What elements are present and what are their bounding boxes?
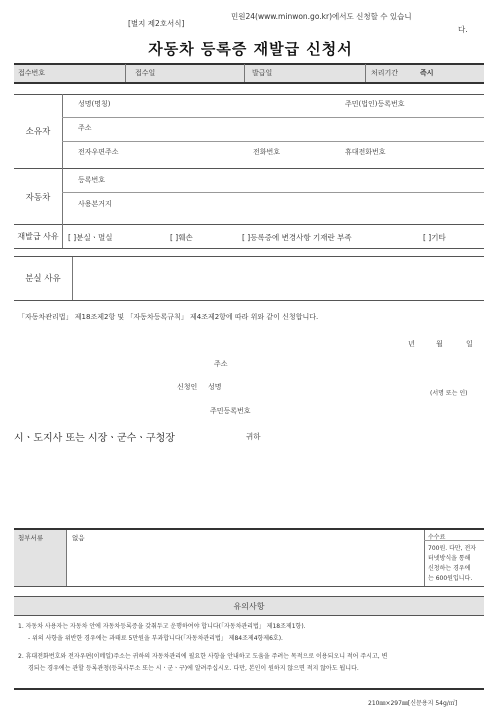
rule [14, 63, 484, 65]
fee-label: 수수료 [428, 534, 446, 541]
rule [424, 540, 484, 541]
divider [365, 64, 366, 82]
processing-period-label: 처리기간 [371, 69, 399, 77]
rule [14, 82, 484, 84]
divider [72, 256, 73, 300]
statement-text: 「자동차관리법」 제18조제2항 및 「자동차등록규칙」 제4조제2항에 따라 위와 같이 신청합니다. [18, 313, 319, 321]
rule [14, 224, 484, 225]
owner-resident-no-field[interactable]: 주민(법인)등록번호 [345, 100, 405, 108]
notice-item: 경되는 경우에는 관할 등록관청(등록사무소 또는 시ㆍ군ㆍ구)에 알려주십시오. 다만, 본인이 원하지 않으면 적지 않아도 됩니다. [28, 665, 359, 672]
owner-section-label: 소유자 [25, 127, 51, 137]
rule [14, 256, 484, 257]
attachments-label: 첨부서류 [18, 534, 44, 542]
online-notice-line2: 다. [458, 25, 468, 34]
vehicle-reg-no-field[interactable]: 등록번호 [78, 176, 106, 184]
divider [424, 530, 425, 586]
receipt-row-bg [14, 64, 484, 82]
date-month: 월 [436, 340, 443, 348]
form-number: [별지 제2호서식] [128, 19, 185, 28]
reissue-option-insufficient-space[interactable]: [ ]등록증에 변경사항 기재란 부족 [242, 233, 352, 242]
issue-date-label: 발급일 [252, 69, 273, 77]
divider [125, 64, 126, 82]
reissue-option-lost[interactable]: [ ]분실ㆍ멸실 [68, 233, 113, 242]
form-title: 자동차 등록증 재발급 신청서 [148, 40, 353, 58]
date-year: 년 [408, 340, 415, 348]
receipt-date-label: 접수일 [135, 69, 156, 77]
owner-name-field[interactable]: 성명(명칭) [78, 100, 111, 108]
owner-phone-field[interactable]: 전화번호 [253, 148, 281, 156]
paper-size-footer: 210㎜×297㎜[신문용지 54g/㎡] [368, 700, 458, 707]
lost-reason-label: 분실 사유 [25, 274, 61, 284]
signature-label: (서명 또는 인) [430, 390, 468, 397]
reissue-option-other[interactable]: [ ]기타 [423, 233, 446, 242]
applicant-prefix-label: 신청인 [177, 383, 198, 391]
date-day: 일 [466, 340, 473, 348]
attachments-value: 없음 [72, 534, 85, 542]
addressee: 시ㆍ도지사 또는 시장ㆍ군수ㆍ구청장 [14, 433, 175, 444]
vehicle-section-label: 자동차 [25, 193, 51, 203]
notice-item: 2. 휴대전화번호와 전자우편(이메일)주소는 귀하의 자동차관리에 필요한 사항을 안내하고 도움을 주려는 목적으로 이용되오니 적어 주시고, 변 [18, 653, 388, 660]
divider [62, 168, 63, 224]
fee-line: 터넷방식을 통해 [428, 555, 471, 562]
reissue-section-label: 재발급 사유 [17, 232, 59, 241]
rule [14, 528, 484, 530]
notice-item: 1. 자동차 사용자는 자동차 안에 자동차등록증을 갖춰두고 운행하여야 합니다(「자동차관리법」 제18조제1항). [18, 623, 306, 630]
rule [14, 688, 484, 690]
online-notice-line1: 민원24(www.minwon.go.kr)에서도 신청할 수 있습니 [231, 12, 412, 21]
rule [14, 300, 484, 301]
divider [66, 530, 67, 586]
rule [62, 117, 484, 118]
owner-email-field[interactable]: 전자우편주소 [78, 148, 119, 156]
notice-title: 유의사항 [233, 602, 265, 611]
notice-item: - 위의 사항을 위반한 경우에는 과태료 5만원을 부과합니다(「자동차관리법」 제84조제4항제6호). [28, 635, 283, 642]
owner-mobile-field[interactable]: 휴대전화번호 [345, 148, 386, 156]
reissue-option-damaged[interactable]: [ ]훼손 [170, 233, 193, 242]
rule [14, 615, 484, 616]
rule [62, 141, 484, 142]
divider [244, 64, 245, 82]
rule [14, 168, 484, 169]
fee-line: 700원. 다만, 전자 [428, 545, 477, 552]
applicant-address-label: 주소 [214, 360, 228, 368]
vehicle-location-field[interactable]: 사용본거지 [78, 200, 112, 208]
fee-line: 신청하는 경우에 [428, 565, 471, 572]
processing-period-value: 즉시 [420, 69, 434, 77]
lost-reason-field[interactable] [78, 262, 478, 294]
rule [14, 94, 484, 95]
divider [62, 224, 63, 248]
receipt-no-label: 접수번호 [18, 69, 46, 77]
applicant-resident-no-label: 주민등록번호 [210, 407, 251, 415]
rule [14, 248, 484, 249]
rule [14, 596, 484, 597]
fee-line: 는 600원입니다. [428, 575, 473, 582]
addressee-suffix: 귀하 [246, 432, 261, 441]
divider [62, 94, 63, 168]
rule [62, 192, 484, 193]
rule [14, 586, 484, 587]
applicant-name-label: 성명 [208, 383, 222, 391]
owner-address-field[interactable]: 주소 [78, 124, 92, 132]
